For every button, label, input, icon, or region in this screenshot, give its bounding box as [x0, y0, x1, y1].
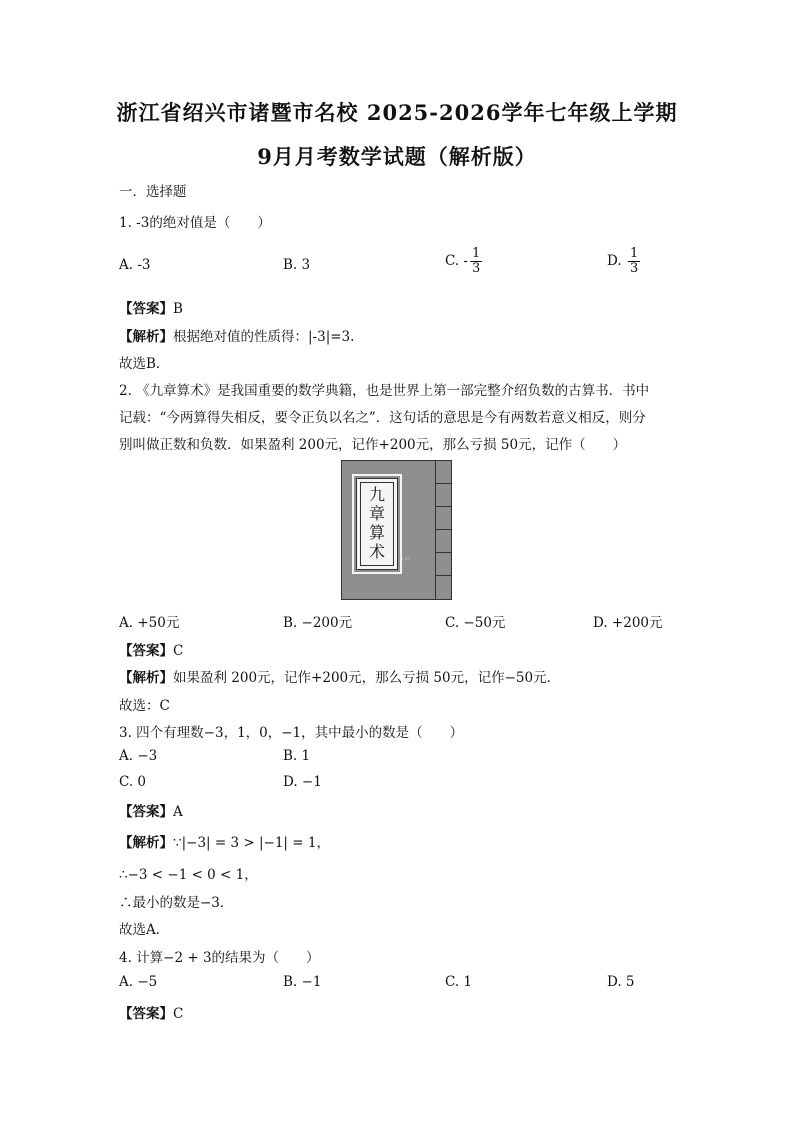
- analysis-label: 【解析】: [119, 670, 173, 686]
- q1-option-d: [607, 247, 640, 276]
- book-title-char: 九: [368, 485, 385, 504]
- q3-answer-value: A: [173, 804, 183, 820]
- answer-label: 【答案】: [119, 643, 173, 659]
- q2-option-a: A. +50元: [119, 615, 180, 631]
- q3-stem: 3. 四个有理数−3，1，0，−1，其中最小的数是（ ）: [119, 725, 464, 741]
- q2-analysis-text: 如果盈利 200元，记作+200元，那么亏损 50元，记作−50元．: [173, 670, 561, 686]
- q3-option-b: B. 1: [283, 748, 311, 764]
- book-title-char: 章: [368, 504, 385, 523]
- q4-option-c: C. 1: [445, 974, 473, 990]
- book-spine: [435, 461, 451, 599]
- q3-conclusion: 故选A．: [119, 922, 170, 938]
- q2-analysis: [119, 666, 560, 686]
- q3-step3: ∴最小的数是−3．: [119, 895, 234, 911]
- analysis-label: 【解析】: [119, 835, 173, 851]
- q3-answer: [119, 800, 183, 820]
- q2-stem-line3: 别叫做正数和负数．如果盈利 200元，记作+200元，那么亏损 50元，记作（ ）: [119, 437, 627, 453]
- q1-analysis: [119, 325, 354, 345]
- answer-label: 【答案】: [119, 1006, 173, 1022]
- q1-option-c-fraction: [470, 247, 482, 276]
- q4-option-a: A. −5: [119, 974, 158, 990]
- q1-answer: [119, 297, 183, 317]
- q2-option-d: D. +200元: [593, 615, 663, 631]
- jiuzhang-suanshu-book-image: [341, 460, 452, 600]
- fraction-denominator: 3: [629, 261, 639, 276]
- q3-step2: ∴−3 < −1 < 0 < 1，: [119, 867, 258, 883]
- q1-option-d-label: D.: [607, 253, 626, 269]
- q1-answer-value: B: [173, 301, 183, 317]
- book-title-char: 术: [368, 542, 385, 561]
- fraction-numerator: 1: [629, 246, 639, 261]
- q3-option-d: D. −1: [283, 774, 322, 790]
- analysis-label: 【解析】: [119, 329, 173, 345]
- document-title-line1: 浙江省绍兴市诸暨市名校 2025-2026学年七年级上学期: [116, 100, 678, 125]
- q4-option-d: D. 5: [607, 974, 635, 990]
- q3-option-c: C. 0: [119, 774, 147, 790]
- q3-analysis-text: ∵|−3| = 3 > |−1| = 1，: [173, 835, 330, 851]
- document-title-line2: 9月月考数学试题（解析版）: [257, 144, 537, 169]
- section-heading: 一．选择题: [119, 184, 187, 200]
- q1-option-c-label: C. -: [445, 253, 468, 269]
- q2-option-c: C. −50元: [445, 615, 506, 631]
- fraction-numerator: 1: [472, 246, 481, 261]
- q2-answer: [119, 639, 183, 659]
- q4-answer-value: C: [173, 1006, 184, 1022]
- q4-stem: 4. 计算−2 + 3的结果为（ ）: [119, 950, 320, 966]
- q1-option-d-fraction: [628, 247, 640, 276]
- book-title: [357, 485, 397, 561]
- q1-stem: 1. -3的绝对值是（ ）: [119, 215, 271, 231]
- q4-option-b: B. −1: [283, 974, 322, 990]
- book-seal-mark: ▯ ▭: [400, 556, 410, 562]
- q2-answer-value: C: [173, 643, 184, 659]
- fraction-denominator: 3: [472, 261, 481, 276]
- q3-analysis: [119, 831, 330, 851]
- answer-label: 【答案】: [119, 301, 173, 317]
- book-title-label: [356, 478, 398, 570]
- q4-answer: [119, 1002, 183, 1022]
- q2-option-b: B. −200元: [283, 615, 353, 631]
- q1-analysis-text: 根据绝对值的性质得：|-3|=3.: [173, 329, 355, 345]
- q1-option-a: A. -3: [119, 257, 151, 273]
- q2-conclusion: 故选：C: [119, 698, 170, 714]
- book-title-char: 算: [368, 523, 385, 542]
- q1-option-b: B. 3: [283, 257, 311, 273]
- q2-stem-line1: 2. 《九章算术》是我国重要的数学典籍，也是世界上第一部完整介绍负数的古算书．书中: [119, 383, 650, 399]
- q2-stem-line2: 记载：“今两算得失相反，要令正负以名之”．这句话的意思是今有两数若意义相反，则分: [119, 410, 646, 426]
- q3-option-a: A. −3: [119, 748, 158, 764]
- q1-conclusion: 故选B．: [119, 356, 170, 372]
- q1-option-c: [445, 247, 482, 276]
- answer-label: 【答案】: [119, 804, 173, 820]
